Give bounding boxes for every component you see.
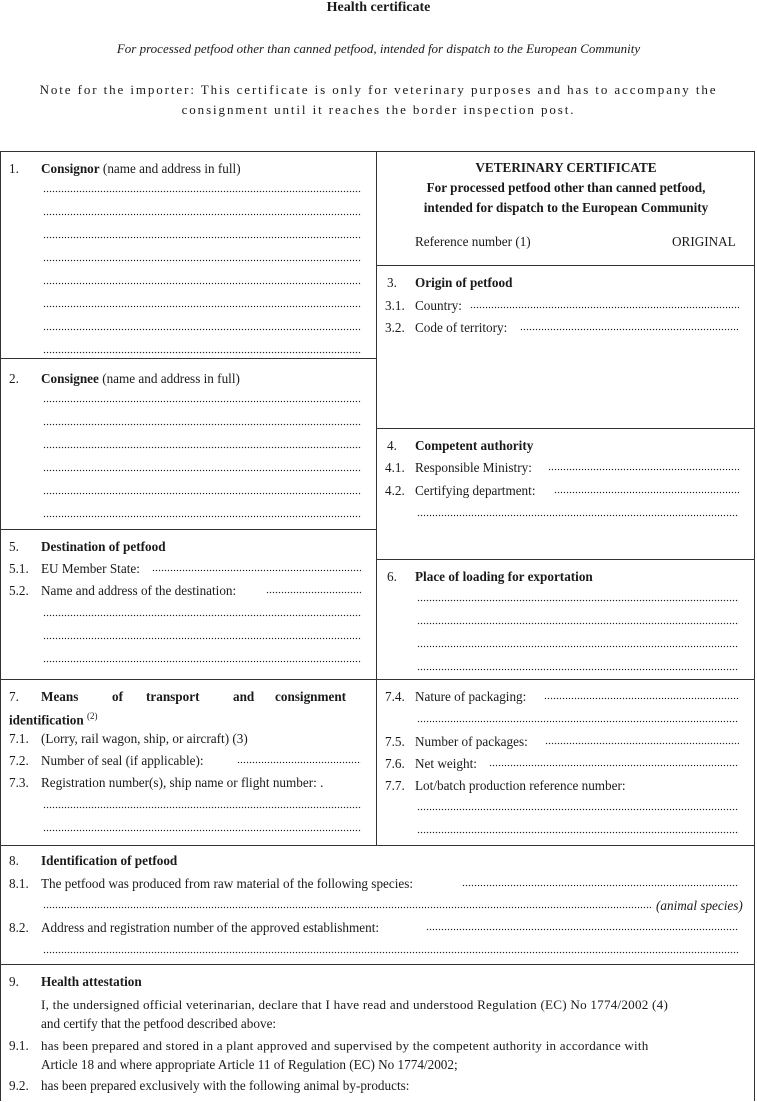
box7-title-identification: identification [9,712,84,728]
box8-number: 8. [9,853,19,868]
box7-title-line-2 [9,708,98,728]
attestation-9-2-line-1: has been prepared exclusively with the following animal by-products: [41,1078,410,1093]
species-label: The petfood was produced from raw material of the following species: [41,876,414,891]
importer-note: Note for the importer: This certificate is only for veterinary purposes and has to accompany the consignment until it reaches the border inspection post. [39,82,718,117]
consignor-field-line-5[interactable] [43,276,361,286]
document-title: Health certificate [326,0,431,15]
certifying-department-field[interactable] [554,485,739,495]
establishment-field[interactable] [426,922,739,932]
species-field-2[interactable] [43,900,653,910]
divider-box3-box4 [376,428,755,429]
box4-2-number: 4.2. [385,483,405,498]
box5-title: Destination of petfood [41,539,166,554]
seal-number-field[interactable] [237,755,361,765]
loading-place-field-2[interactable] [417,616,739,626]
box4-number: 4. [387,438,397,453]
species-field[interactable] [462,878,739,888]
column-divider [376,151,377,846]
attestation-9-1-line-2: Article 18 and where appropriate Article 11 of Regulation (EC) No 1774/2002; [41,1057,458,1072]
establishment-field-2[interactable] [43,945,739,955]
destination-address-field[interactable] [266,585,361,595]
box7-number: 7. [9,689,19,704]
attestation-intro-2: and certify that the petfood described above: [41,1016,277,1031]
consignor-field-line-7[interactable] [43,322,361,332]
responsible-ministry-label: Responsible Ministry: [415,460,532,475]
box9-1-number: 9.1. [9,1038,29,1053]
box2-heading [41,370,240,387]
destination-address-field-4[interactable] [43,654,361,664]
consignee-field-line-2[interactable] [43,417,361,427]
divider-vet-box3 [376,265,755,266]
consignor-field-line-2[interactable] [43,207,361,217]
transport-type-label: (Lorry, rail wagon, ship, or aircraft) (3) [41,731,248,746]
box2-hint: (name and address in full) [102,371,240,386]
vet-cert-title: VETERINARY CERTIFICATE [475,160,657,175]
box7-1-number: 7.1. [9,731,29,746]
consignor-field-line-8[interactable] [43,345,361,355]
package-count-field[interactable] [545,736,739,746]
loading-place-field-3[interactable] [417,639,739,649]
certificate-form [0,151,755,1101]
destination-address-field-2[interactable] [43,608,361,618]
box7-title-word-4: and [233,689,255,704]
territory-code-field[interactable] [520,322,739,332]
box9-number: 9. [9,974,19,989]
eu-member-state-label: EU Member State: [41,561,140,576]
certifying-department-field-2[interactable] [417,508,739,518]
box7-5-number: 7.5. [385,734,405,749]
original-label: ORIGINAL [672,234,736,249]
box7-4-number: 7.4. [385,689,405,704]
box8-2-number: 8.2. [9,920,29,935]
consignor-field-line-3[interactable] [43,230,361,240]
footnote-2: (2) [87,711,98,721]
box2-number: 2. [9,371,19,386]
net-weight-label: Net weight: [415,756,477,771]
divider-box1-box2 [0,358,377,359]
box3-2-number: 3.2. [385,320,405,335]
box1-heading [41,160,241,177]
box7-title-word-2: of [112,689,123,704]
consignor-field-line-6[interactable] [43,299,361,309]
box5-1-number: 5.1. [9,561,29,576]
lot-reference-field-2[interactable] [417,825,739,835]
box3-number: 3. [387,275,397,290]
consignee-field-line-1[interactable] [43,394,361,404]
consignee-field-line-4[interactable] [43,463,361,473]
eu-member-state-field[interactable] [152,563,361,573]
loading-place-field-4[interactable] [417,662,739,672]
vet-cert-subtitle-2: intended for dispatch to the European Community [423,200,709,215]
box1-title: Consignor [41,161,100,176]
registration-number-field-1[interactable] [43,800,361,810]
certifying-department-label: Certifying department: [415,483,536,498]
box2-title: Consignee [41,371,99,386]
packaging-nature-field[interactable] [544,691,739,701]
box7-7-number: 7.7. [385,778,405,793]
consignee-field-line-3[interactable] [43,440,361,450]
box7-title-word-5: consignment [275,689,347,704]
lot-reference-label: Lot/batch production reference number: [415,778,626,793]
consignee-field-line-6[interactable] [43,509,361,519]
divider-box7-box8 [0,845,755,846]
destination-address-field-3[interactable] [43,631,361,641]
consignor-field-line-4[interactable] [43,253,361,263]
divider-box2-box5 [0,529,377,530]
box4-title: Competent authority [415,438,534,453]
responsible-ministry-field[interactable] [548,462,739,472]
registration-number-label: Registration number(s), ship name or flight number: . [41,775,324,790]
country-field[interactable] [470,300,739,310]
attestation-intro-1: I, the undersigned official veterinarian, declare that I have read and understood Regulation (EC) No 1774/2002 (4) [41,997,669,1012]
box5-2-number: 5.2. [9,583,29,598]
package-count-label: Number of packages: [415,734,528,749]
consignor-field-line-1[interactable] [43,184,361,194]
registration-number-field-2[interactable] [43,823,361,833]
box6-number: 6. [387,569,397,584]
attestation-9-1-line-1: has been prepared and stored in a plant approved and supervised by the competent authority in accordance with [41,1038,649,1053]
box3-title: Origin of petfood [415,275,513,290]
divider-box4-box6 [376,559,755,560]
document-subtitle: For processed petfood other than canned petfood, intended for dispatch to the European Community [116,41,641,56]
vet-cert-subtitle-1: For processed petfood other than canned petfood, [426,180,706,195]
box9-title: Health attestation [41,974,142,989]
box6-title: Place of loading for exportation [415,569,593,584]
divider-box5-box7 [0,679,755,680]
box7-2-number: 7.2. [9,753,29,768]
territory-code-label: Code of territory: [415,320,508,335]
box8-title: Identification of petfood [41,853,178,868]
box7-3-number: 7.3. [9,775,29,790]
box1-hint: (name and address in full) [102,161,241,176]
box7-title-word-3: transport [146,689,200,704]
establishment-label: Address and registration number of the approved establishment: [41,920,380,935]
box5-number: 5. [9,539,19,554]
box7-title-word-1: Means [41,689,79,704]
country-label: Country: [415,298,462,313]
packaging-nature-field-2[interactable] [417,714,739,724]
divider-box8-box9 [0,964,755,965]
box4-1-number: 4.1. [385,460,405,475]
box7-6-number: 7.6. [385,756,405,771]
box1-number: 1. [9,161,19,176]
seal-number-label: Number of seal (if applicable): [41,753,204,768]
reference-number-label: Reference number (1) [415,234,531,249]
box3-1-number: 3.1. [385,298,405,313]
lot-reference-field-1[interactable] [417,802,739,812]
box9-2-number: 9.2. [9,1078,29,1093]
destination-address-label: Name and address of the destination: [41,583,237,598]
consignee-field-line-5[interactable] [43,486,361,496]
animal-species-suffix: (animal species) [656,898,743,913]
box8-1-number: 8.1. [9,876,29,891]
packaging-nature-label: Nature of packaging: [415,689,527,704]
loading-place-field-1[interactable] [417,593,739,603]
net-weight-field[interactable] [489,758,739,768]
